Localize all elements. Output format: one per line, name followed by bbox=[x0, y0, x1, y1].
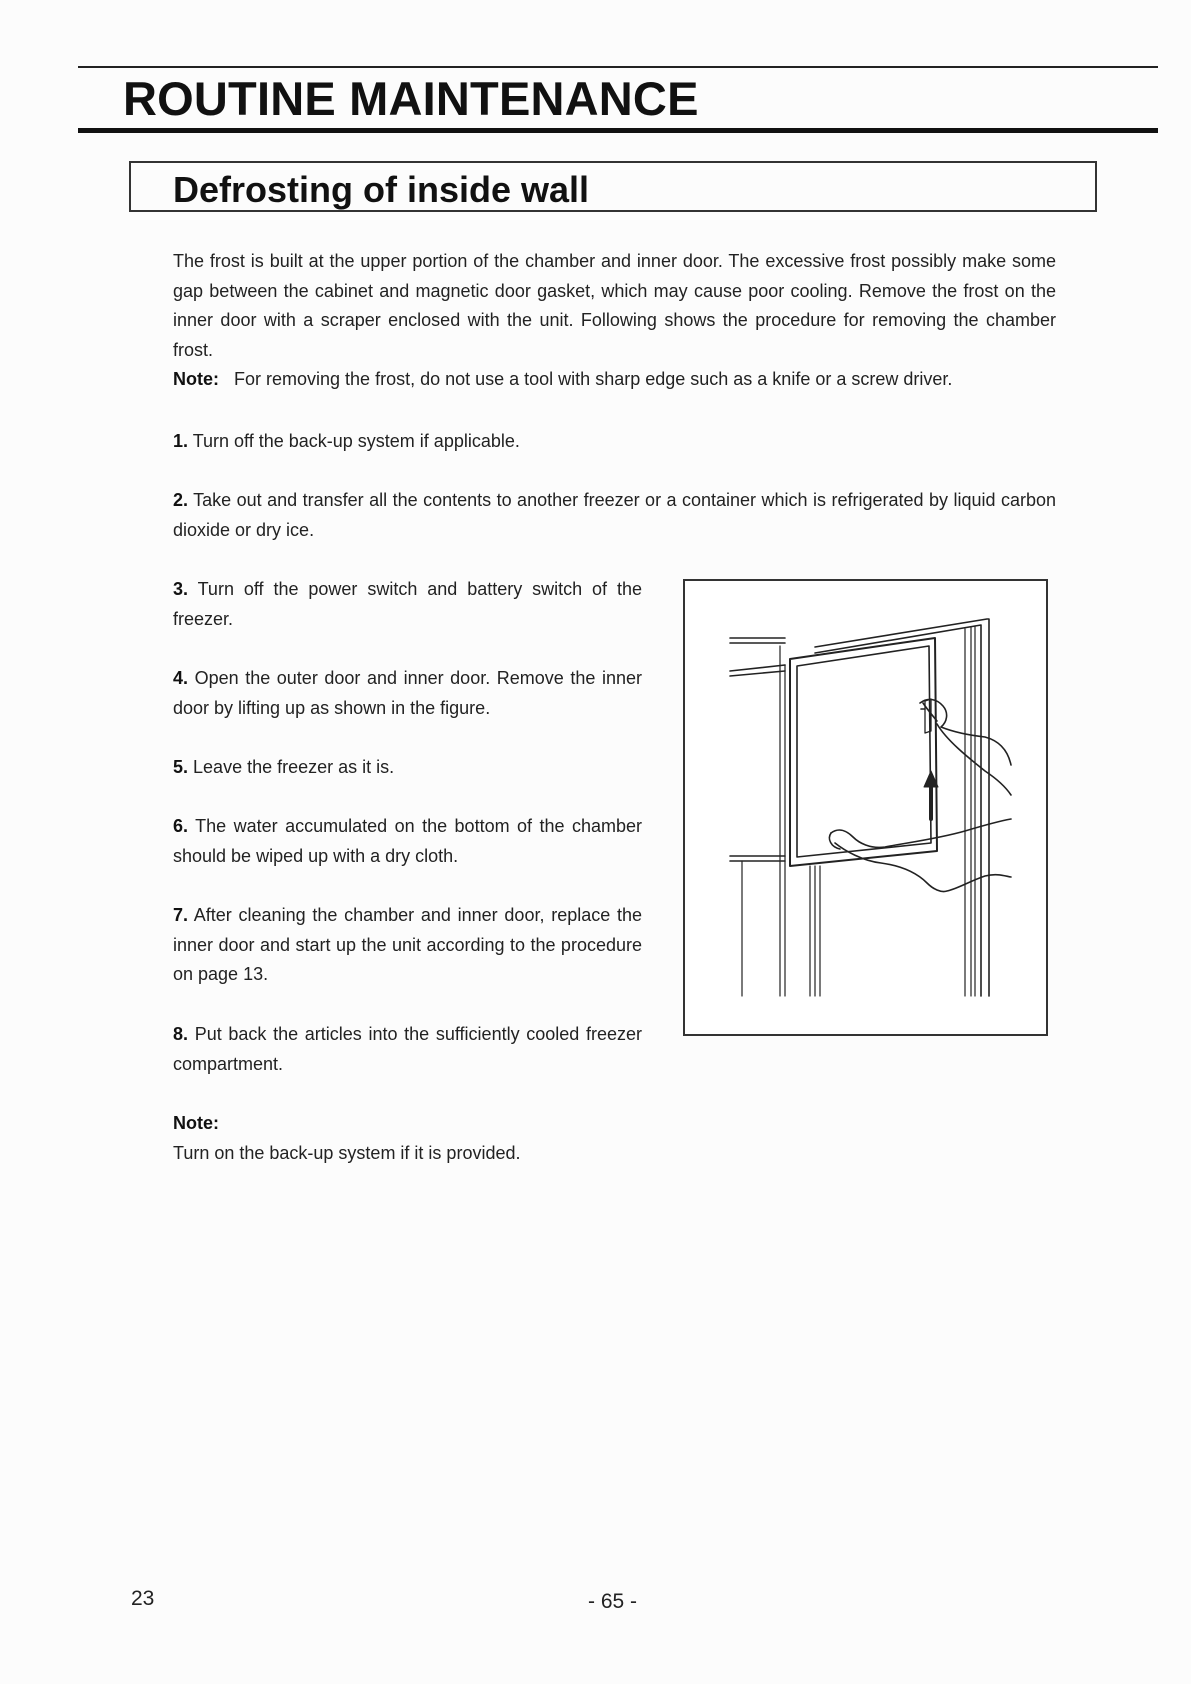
intro-note-label: Note: bbox=[173, 369, 219, 389]
step-5 bbox=[173, 753, 642, 783]
final-note-label: Note: bbox=[173, 1113, 219, 1133]
step-number: 2. bbox=[173, 490, 189, 510]
intro-note-text: For removing the frost, do not use a tool with sharp edge such as a knife or a screw driver. bbox=[234, 369, 953, 389]
page-title: ROUTINE MAINTENANCE bbox=[123, 72, 699, 125]
final-note-text: Turn on the back-up system if it is provided. bbox=[173, 1143, 521, 1163]
step-text: Turn off the back-up system if applicable. bbox=[192, 431, 520, 451]
step-4 bbox=[173, 664, 642, 723]
page-center-number: - 65 - bbox=[588, 1590, 638, 1613]
step-number: 7. bbox=[173, 905, 189, 925]
door-removal-figure bbox=[683, 579, 1048, 1036]
step-number: 6. bbox=[173, 816, 189, 836]
step-7 bbox=[173, 901, 642, 990]
step-number: 1. bbox=[173, 431, 189, 451]
step-number: 3. bbox=[173, 579, 189, 599]
step-text: Take out and transfer all the contents to another freezer or a container which is refrigerated by liquid carbon dioxide or dry ice. bbox=[173, 490, 1056, 540]
step-1 bbox=[173, 427, 1056, 457]
step-8 bbox=[173, 1020, 642, 1079]
section-header-box bbox=[129, 161, 1097, 212]
step-text: Put back the articles into the sufficiently cooled freezer compartment. bbox=[173, 1024, 642, 1074]
step-2 bbox=[173, 486, 1056, 545]
step-text: Turn off the power switch and battery switch of the freezer. bbox=[173, 579, 642, 629]
step-text: Leave the freezer as it is. bbox=[193, 757, 395, 777]
intro-note bbox=[173, 365, 1056, 395]
inner-door-removal-icon bbox=[685, 581, 1046, 1034]
header-rule-top bbox=[78, 66, 1158, 68]
step-6 bbox=[173, 812, 642, 871]
header-rule-bottom bbox=[78, 128, 1158, 133]
step-number: 5. bbox=[173, 757, 189, 777]
step-text: Open the outer door and inner door. Remove the inner door by lifting up as shown in the figure. bbox=[173, 668, 642, 718]
step-3 bbox=[173, 575, 642, 634]
step-number: 8. bbox=[173, 1024, 189, 1044]
step-text: After cleaning the chamber and inner door, replace the inner door and start up the unit according to the procedure on page 13. bbox=[173, 905, 643, 984]
intro-paragraph: The frost is built at the upper portion of the chamber and inner door. The excessive frost possibly make some gap between the cabinet and magnetic door gasket, which may cause poor cooling. Remove the frost on the inner door with a scraper enclosed with the unit. Following shows the procedure for removing the chamber frost. bbox=[173, 251, 1056, 360]
step-text: The water accumulated on the bottom of the chamber should be wiped up with a dry cloth. bbox=[173, 816, 642, 866]
section-title: Defrosting of inside wall bbox=[173, 169, 590, 210]
page-number: 23 bbox=[131, 1587, 155, 1610]
step-number: 4. bbox=[173, 668, 189, 688]
